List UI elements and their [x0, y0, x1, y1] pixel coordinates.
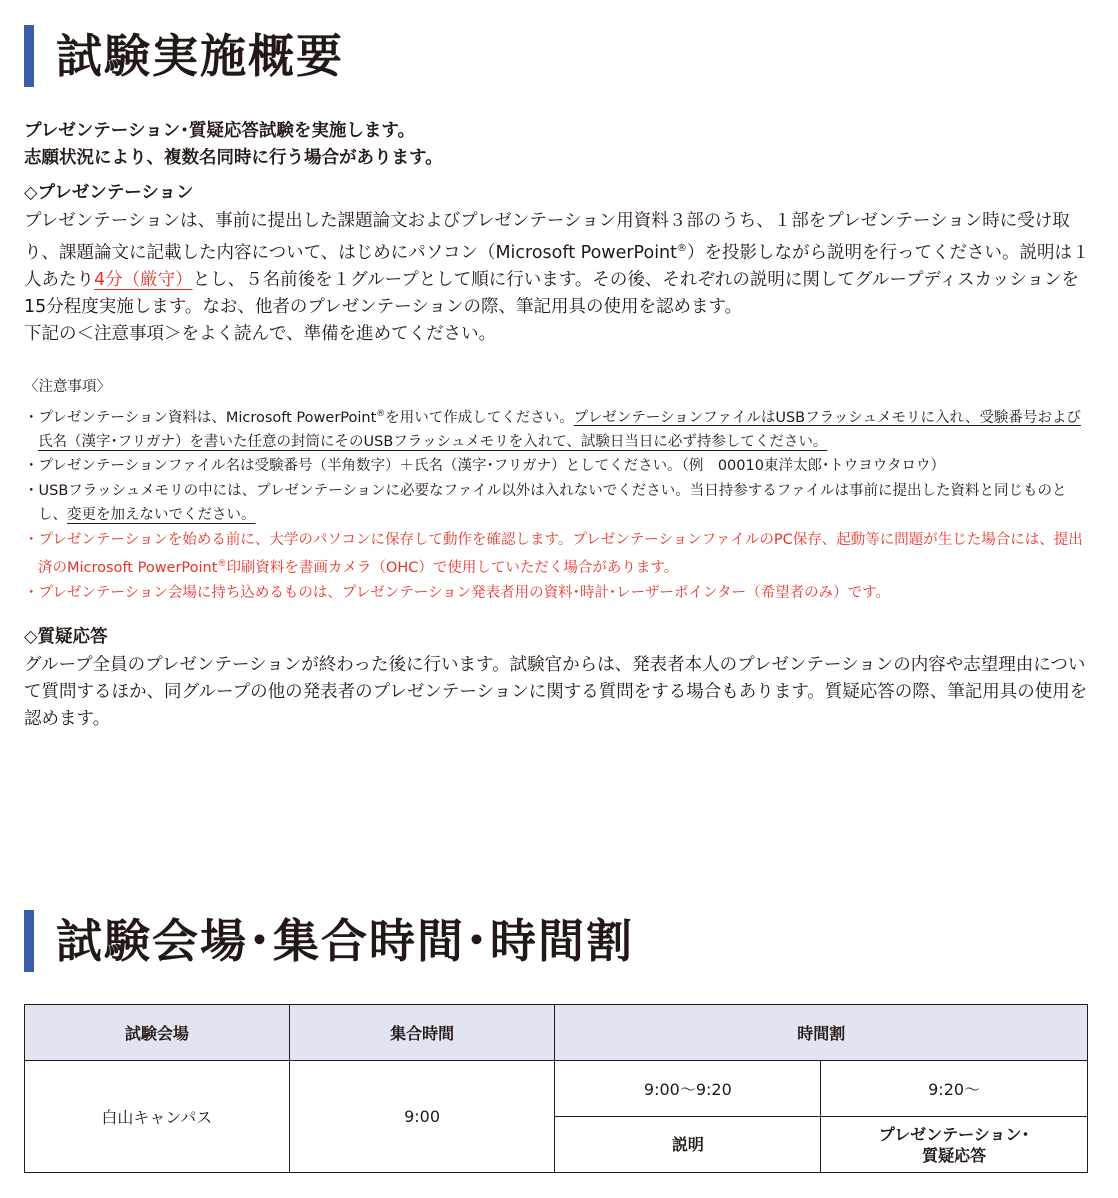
header-timetable: 時間割	[555, 1005, 1088, 1061]
note-item: ・プレゼンテーションファイル名は受験番号（半角数字）＋氏名（漢字･フリガナ）としてください。（例 00010東洋太郎･トウヨウタロウ）	[24, 458, 946, 475]
note-item: ・プレゼンテーション会場に持ち込めるものは、プレゼンテーション発表者用の資料･時計･レーザーポインター（希望者のみ）です。	[24, 584, 890, 601]
qa-heading: ◇質疑応答	[24, 627, 108, 647]
slot2-time-cell: 9:20〜	[821, 1061, 1088, 1117]
slot1-time-cell: 9:00〜9:20	[555, 1061, 821, 1117]
preparation-note: 下記の＜注意事項＞をよく読んで、準備を進めてください。	[24, 323, 497, 344]
intro-text	[24, 118, 1094, 172]
page-title: 試験実施概要	[56, 29, 344, 83]
header-venue: 試験会場	[25, 1005, 290, 1061]
note-item: ・USBフラッシュメモリの中には、プレゼンテーションに必要なファイル以外は入れないでください。当日持参するファイルは事前に提出した資料と同じものとし、変更を加えないでください。	[24, 482, 1067, 524]
schedule-table	[24, 1004, 1088, 1173]
section-heading-schedule	[24, 910, 634, 972]
notes-list	[24, 375, 1094, 605]
time-limit-highlight: 4分（厳守）	[94, 269, 193, 290]
gather-time-cell: 9:00	[289, 1061, 555, 1173]
venue-cell: 白山キャンパス	[25, 1061, 290, 1173]
qa-description: グループ全員のプレゼンテーションが終わった後に行います。試験官からは、発表者本人のプレゼンテーションの内容や志望理由について質問するほか、同グループの他の発表者のプレゼンテーションに関する質問をする場合もあります。質疑応答の際、筆記用具の使用を認めます。	[24, 655, 1088, 729]
table-header-row	[25, 1005, 1088, 1061]
presentation-heading: ◇プレゼンテーション	[24, 183, 194, 203]
intro-line-2: 志願状況により、複数名同時に行う場合があります。	[24, 148, 443, 168]
intro-line-1: プレゼンテーション･質疑応答試験を実施します。	[24, 121, 415, 141]
table-row	[25, 1061, 1088, 1117]
note-item: ・プレゼンテーション資料は、Microsoft PowerPoint®を用いて作成してください。プレゼンテーションファイルはUSBフラッシュメモリに入れ、受験番号および氏名（漢字･フリガナ）を書いた任意の封筒にそのUSBフラッシュメモリを入れて、試験日当日に必ず持参してください。	[24, 408, 1081, 450]
note-item: ・プレゼンテーションを始める前に、大学のパソコンに保存して動作を確認します。プレゼンテーションファイルのPC保存、起動等に問題が生じた場合には、提出済のMicrosoft PowerPoint®印刷資料を書画カメラ（OHC）で使用していただく場合があります。	[24, 531, 1083, 577]
heading-accent-bar	[24, 25, 34, 87]
section-title: 試験会場･集合時間･時間割	[56, 914, 634, 968]
section-heading-overview	[24, 25, 344, 87]
presentation-description	[24, 208, 1094, 348]
notes-label: 〈注意事項〉	[24, 379, 111, 395]
slot1-label-cell: 説明	[555, 1117, 821, 1173]
presentation-paragraph: プレゼンテーションは、事前に提出した課題論文およびプレゼンテーション用資料３部のうち、１部をプレゼンテーション時に受け取り、課題論文に記載した内容について、はじめにパソコン（Microsoft PowerPoint®）を投影しながら説明を行ってください。説明は１人あたり4分（厳守）とし、５名前後を１グループとして順に行います。その後、それぞれの説明に関してグループディスカッションを15分程度実施します。なお、他者のプレゼンテーションの際、筆記用具の使用を認めます。	[24, 211, 1090, 317]
header-gather-time: 集合時間	[289, 1005, 555, 1061]
heading-accent-bar	[24, 910, 34, 972]
slot2-label-cell: プレゼンテーション･ 質疑応答	[821, 1117, 1088, 1173]
